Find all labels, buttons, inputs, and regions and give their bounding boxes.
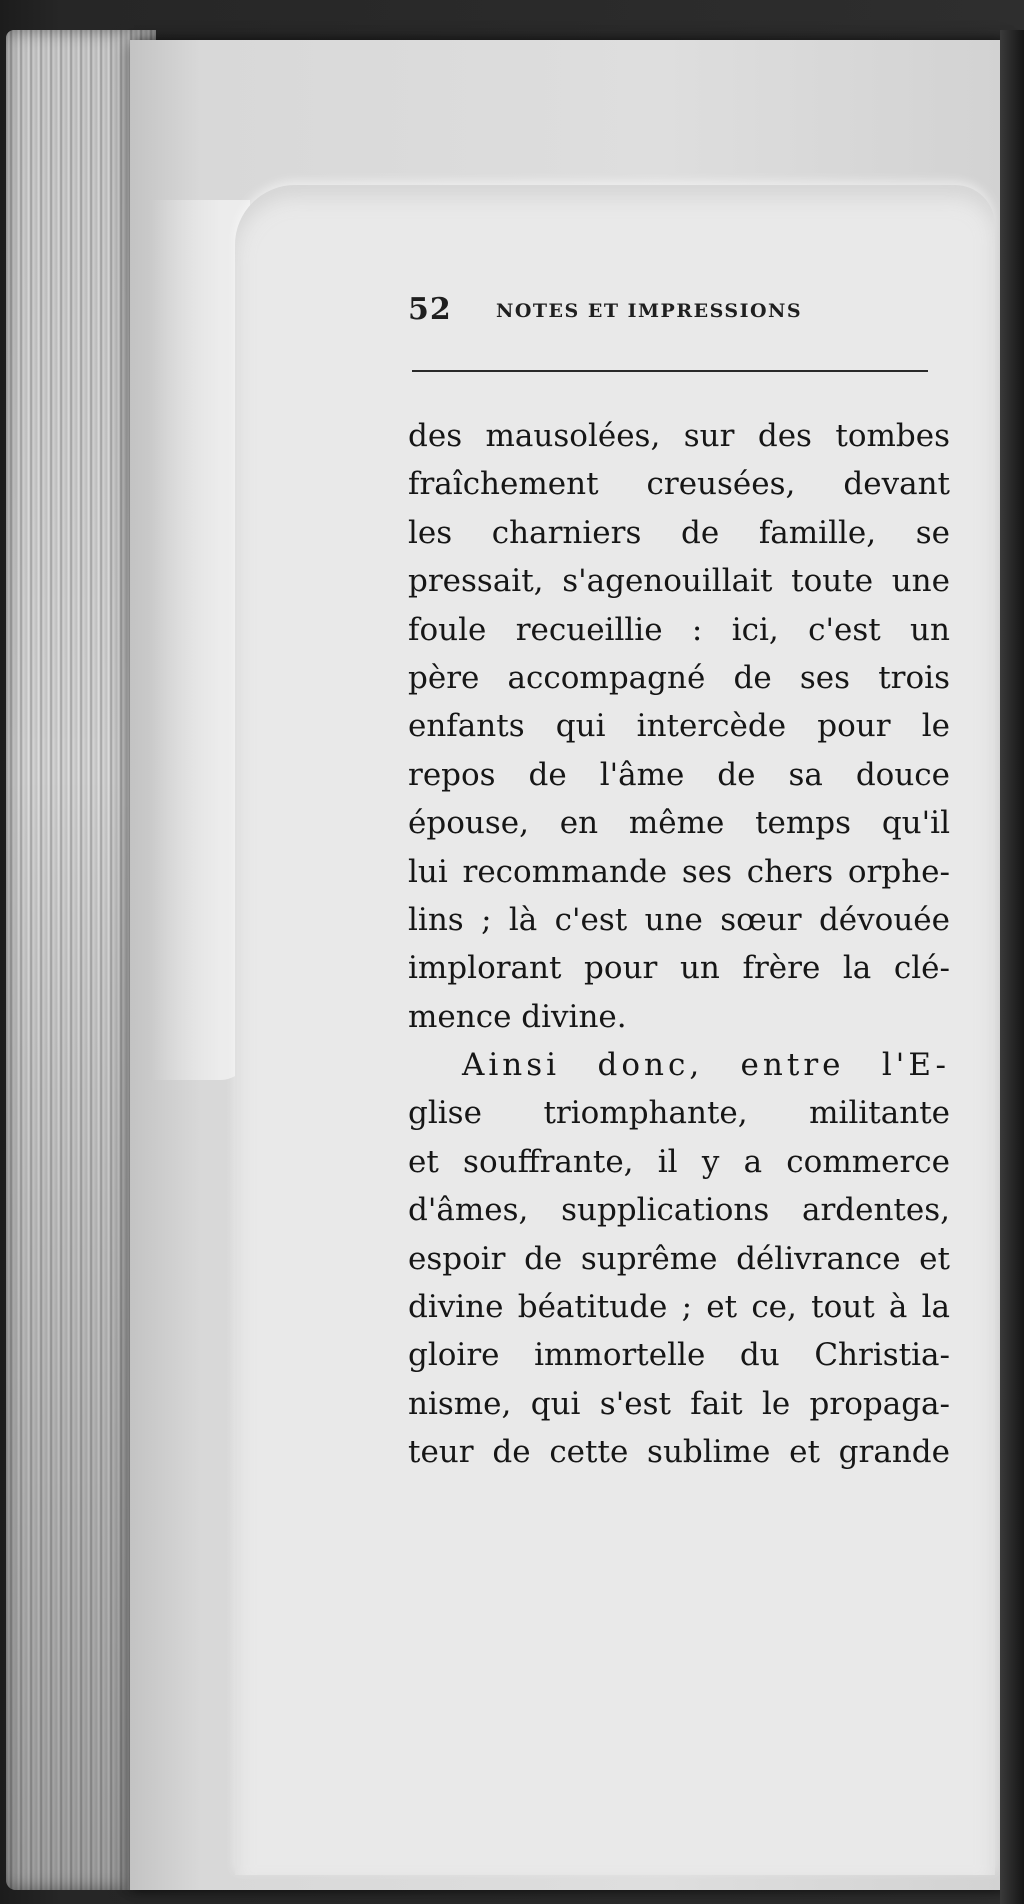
text-line: repos de l'âme de sa douce [408,756,950,793]
text-line: espoir de suprême délivrance et [408,1240,950,1277]
text-line: des mausolées, sur des tombes [408,418,950,454]
text-line: divine béatitude ; et ce, tout à la [408,1289,950,1326]
text-line: enfants qui intercède pour le [408,708,950,745]
text-line: d'âmes, supplications ardentes, [408,1192,950,1229]
text-line: teur de cette sublime et grande [408,1434,950,1471]
text-line: pressait, s'agenouillait toute une [408,563,950,600]
binding-shadow [1000,30,1024,1904]
paragraph-start-line: Ainsi donc, entre l'E- [462,1047,950,1084]
text-line: glise triomphante, militante [408,1095,950,1132]
paragraph-end-line: mence divine. [408,998,627,1035]
page-number: 52 [408,292,452,327]
text-line: implorant pour un frère la clé- [408,950,950,987]
running-title: NOTES ET IMPRESSIONS [496,300,803,322]
text-line: les charniers de famille, se [408,514,950,551]
text-line: fraîchement creusées, devant [408,466,950,503]
text-line: père accompagné de ses trois [408,659,950,696]
body-text [408,412,950,1477]
text-line: lui recommande ses chers orphe- [408,853,950,890]
page-header [408,292,928,336]
text-line: nisme, qui s'est fait le propaga- [408,1385,950,1422]
header-rule [412,370,928,372]
text-line: foule recueillie : ici, c'est un [408,611,950,648]
text-line: et souffrante, il y a commerce [408,1143,950,1180]
text-line: gloire immortelle du Christia- [408,1337,950,1374]
text-line: lins ; là c'est une sœur dévouée [408,901,950,938]
text-line: épouse, en même temps qu'il [408,805,950,842]
